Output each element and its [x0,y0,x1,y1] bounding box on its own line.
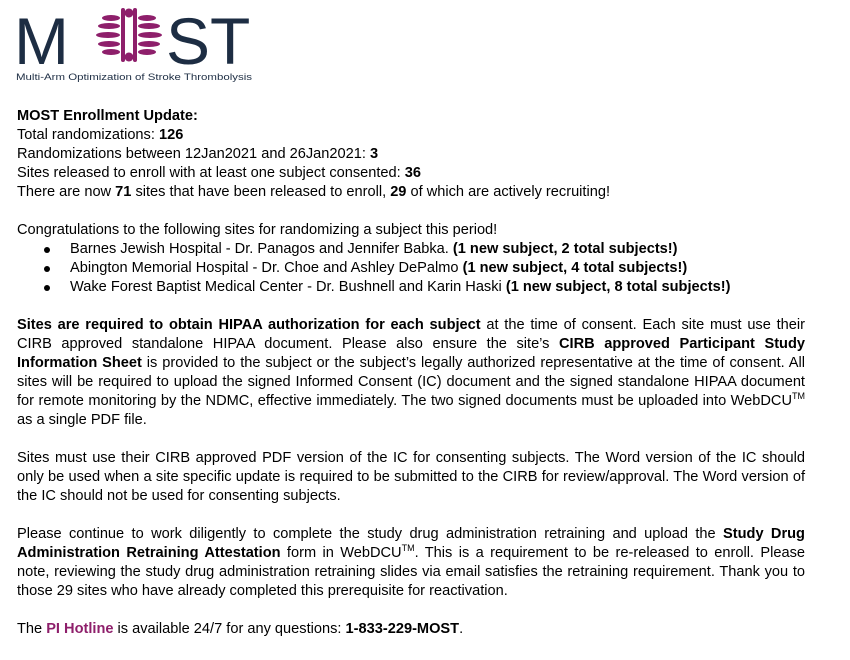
hotline-line: The PI Hotline is available 24/7 for any questions: 1-833-229-MOST. [17,621,464,637]
sites-recruiting-value: 29 [390,184,407,200]
sites-released-value: 71 [115,184,132,200]
update-content [17,107,805,639]
total-randomizations-line: Total randomizations: 126 [17,127,184,143]
list-item: Wake Forest Baptist Medical Center - Dr. Bushnell and Karin Haski (1 new subject, 8 total subjects!) [17,278,805,297]
sites-released-line: There are now 71 sites that have been released to enroll, 29 of which are actively recruiting! [17,184,611,200]
list-item: Abington Memorial Hospital - Dr. Choe and Ashley DePalmo (1 new subject, 4 total subjects!) [17,259,805,278]
enrollment-heading: MOST Enrollment Update: [17,108,198,124]
sites-consented-value: 36 [404,165,422,181]
most-logo-graphic [14,4,274,88]
most-logo [14,4,274,88]
period-randomizations-value: 3 [369,146,379,162]
trademark-mark: TM [792,391,805,401]
logo-letters-st: ST [166,4,251,78]
total-randomizations-value: 126 [158,127,184,143]
retraining-paragraph: Please continue to work diligently to complete the study drug administration retraining and upload the Study Drug Administration Retraining Attestation form in WebDCU™. This is a requirement to be re-released to enroll. Please note, reviewing the study drug administration retraining slides via email satisfies the retraining requirement. Thank you to those 29 sites who have already completed this prerequisite for reactivation. [17,526,805,599]
sites-consented-line: Sites released to enroll with at least one subject consented: 36 [17,165,422,181]
logo-tagline: Multi-Arm Optimization of Stroke Thrombolysis [16,72,253,82]
ic-version-paragraph: Sites must use their CIRB approved PDF version of the IC for consenting subjects. The Word version of the IC should only be used when a site specific update is required to be submitted to the CIRB for review/approval. The Word version of the IC should not be used for consenting subjects. [17,450,805,504]
pi-hotline-label: PI Hotline [46,621,114,637]
congrats-site-list [17,240,805,297]
hipaa-paragraph: Sites are required to obtain HIPAA authorization for each subject at the time of consent. Each site must use their CIRB approved standalone HIPAA document. Please also ensure the site’s CIRB approved Participant Study Information Sheet is provided to the subject or the subject’s legally authorized representative at the time of consent. All sites will be required to upload the signed Informed Consent (IC) document and the signed standalone HIPAA document for remote monitoring by the NDMC, effective immediately. The two signed documents must be uploaded into WebDCU™ as a single PDF file. [17,317,805,428]
logo-letter-m: M [14,4,69,78]
trademark-mark: TM [401,543,415,553]
list-item: Barnes Jewish Hospital - Dr. Panagos and Jennifer Babka. (1 new subject, 2 total subjects!) [17,240,805,259]
hotline-number: 1-833-229-MOST [345,621,460,637]
congrats-intro: Congratulations to the following sites for randomizing a subject this period! [17,222,498,238]
molecule-o-icon [96,8,162,62]
period-randomizations-line: Randomizations between 12Jan2021 and 26Jan2021: 3 [17,146,379,162]
